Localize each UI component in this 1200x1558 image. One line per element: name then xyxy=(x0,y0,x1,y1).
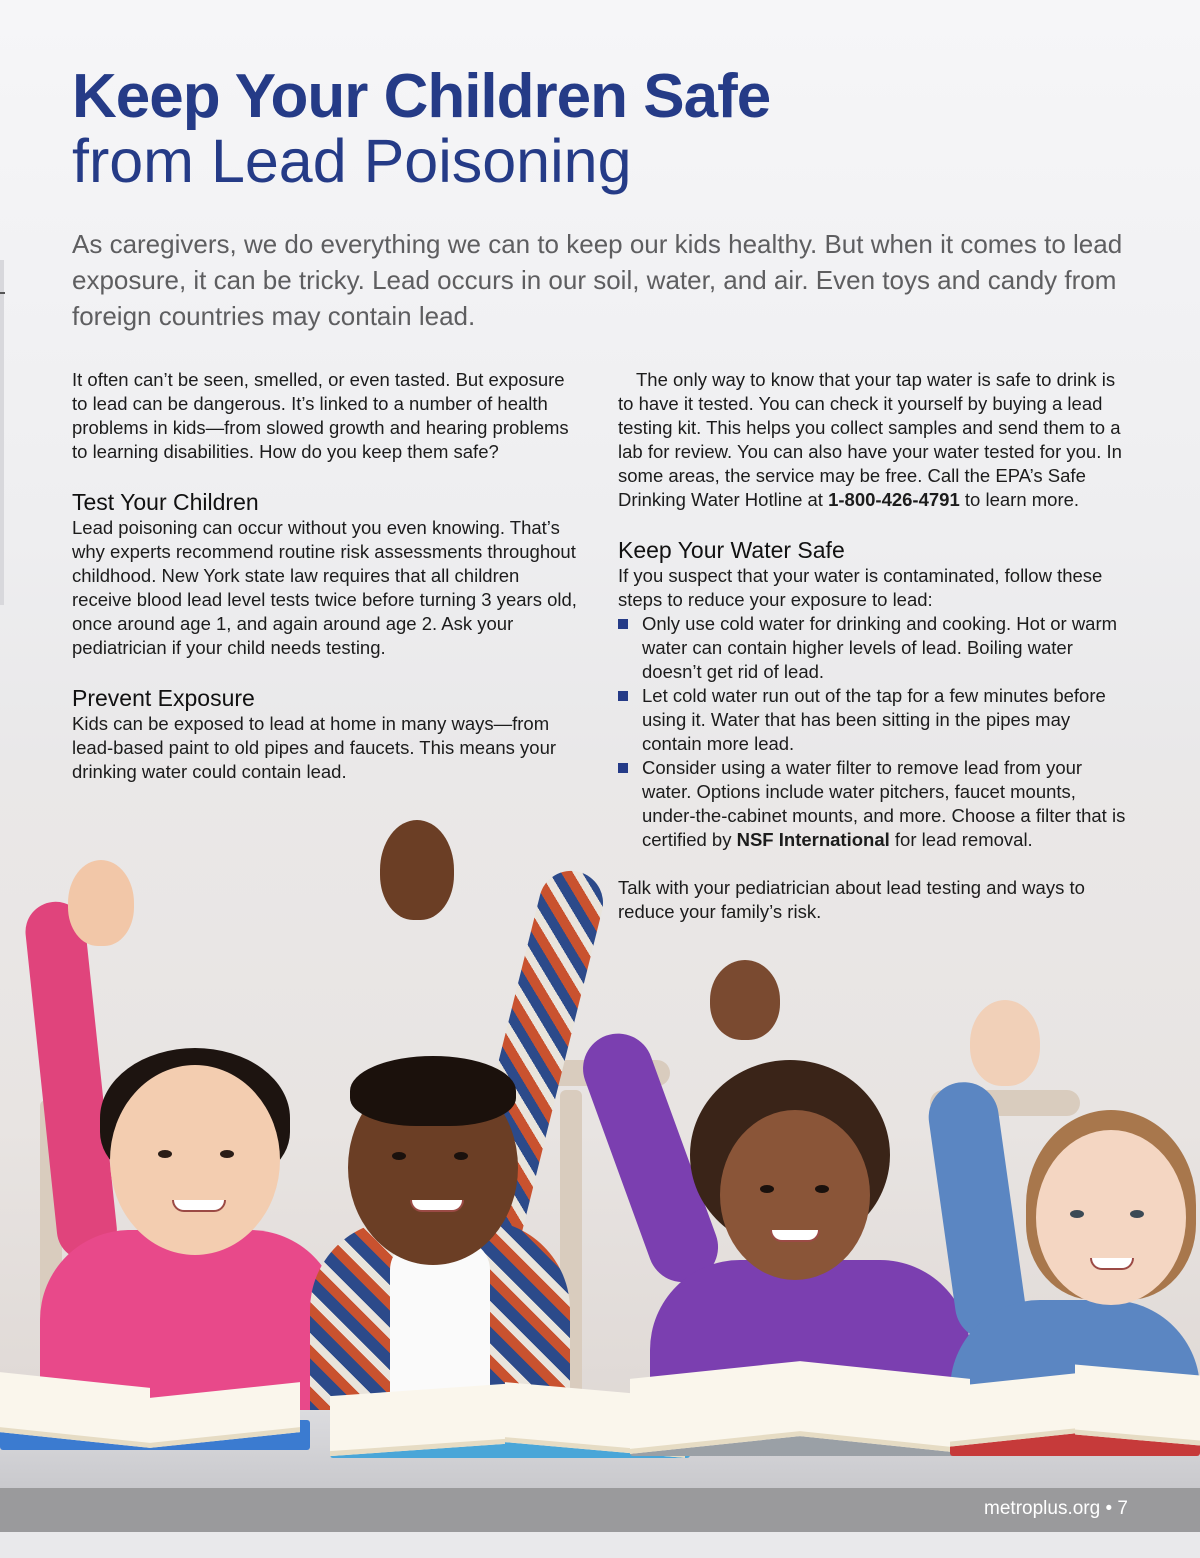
footer-strip xyxy=(0,1532,1200,1558)
test-paragraph: Lead poisoning can occur without you even knowing. That’s why experts recommend routine risk assessments throughout childhood. New York state law requires that all children receive blood lead level tests twice before turning 3 years old, once around age 1, and again around age 2. Ask your pediatrician if your child needs testing. xyxy=(72,517,577,658)
closing-paragraph: Talk with your pediatrician about lead testing and ways to reduce your family’s risk. xyxy=(618,877,1085,922)
bullet-square-icon xyxy=(618,691,628,701)
child-plaid-shirt xyxy=(300,820,590,1460)
list-item-text: Consider using a water filter to remove lead from your water. Options include water pitchers, faucet mounts, under-the-cabinet mounts, and more. Choose a filter that is certified by xyxy=(642,757,1126,850)
intro-paragraph: As caregivers, we do everything we can to keep our kids healthy. But when it comes to lead exposure, it can be tricky. Lead occurs in our soil, water, and air. Even toys and candy from foreign countries may contain lead. xyxy=(72,229,1123,331)
heading-prevent-exposure: Prevent Exposure xyxy=(72,685,255,711)
open-book xyxy=(630,1350,970,1460)
footer-text xyxy=(984,1498,1128,1520)
left-edge-mark xyxy=(0,292,5,294)
left-edge-strip xyxy=(0,260,4,605)
water-paragraph: If you suspect that your water is contaminated, follow these steps to reduce your exposure to lead: xyxy=(618,565,1103,610)
left-column xyxy=(72,368,582,784)
site-link[interactable]: metroplus.org xyxy=(984,1498,1101,1519)
list-item xyxy=(618,612,1133,684)
page-number: 7 xyxy=(1117,1498,1128,1519)
list-item-text-end: for lead removal. xyxy=(889,829,1033,850)
nsf-international: NSF International xyxy=(736,829,890,850)
list-item xyxy=(618,756,1133,852)
bullet-square-icon xyxy=(618,763,628,773)
hotline-number: 1-800-426-4791 xyxy=(828,489,960,510)
testing-text-end: to learn more. xyxy=(959,489,1080,510)
testing-text: The only way to know that your tap water is safe to drink is to have it tested. You can check it yourself by buying a lead testing kit. This helps you collect samples and send them to a lab for review. You can also have your water tested for you. In some areas, the service may be free. Call the EPA’s Safe Drinking Water Hotline at xyxy=(618,369,1122,510)
footer-separator: • xyxy=(1105,1498,1113,1519)
footer-bar xyxy=(0,1488,1200,1532)
right-column xyxy=(618,368,1133,924)
list-item-text: Only use cold water for drinking and cooking. Hot or warm water can contain higher levels of lead. Boiling water doesn’t get rid of lead. xyxy=(642,613,1118,682)
open-book xyxy=(0,1360,310,1450)
list-item xyxy=(618,684,1133,756)
bullet-square-icon xyxy=(618,619,628,629)
water-steps-list xyxy=(618,612,1133,852)
heading-test-your-children: Test Your Children xyxy=(72,489,259,515)
page-subtitle: from Lead Poisoning xyxy=(72,127,632,195)
heading-keep-water-safe: Keep Your Water Safe xyxy=(618,537,845,563)
testing-paragraph xyxy=(618,368,1133,512)
opening-paragraph: It often can’t be seen, smelled, or even tasted. But exposure to lead can be dangerous. It’s linked to a number of health problems in kids—from slowed growth and hearing problems to learning disabilities. How do you keep them safe? xyxy=(72,369,569,462)
list-item-text: Let cold water run out of the tap for a few minutes before using it. Water that has been sitting in the pipes may contain more lead. xyxy=(642,685,1106,754)
prevent-paragraph: Kids can be exposed to lead at home in many ways—from lead-based paint to old pipes and faucets. This means your drinking water could contain lead. xyxy=(72,713,557,782)
open-book xyxy=(950,1360,1200,1460)
page-title: Keep Your Children Safe xyxy=(72,62,771,131)
